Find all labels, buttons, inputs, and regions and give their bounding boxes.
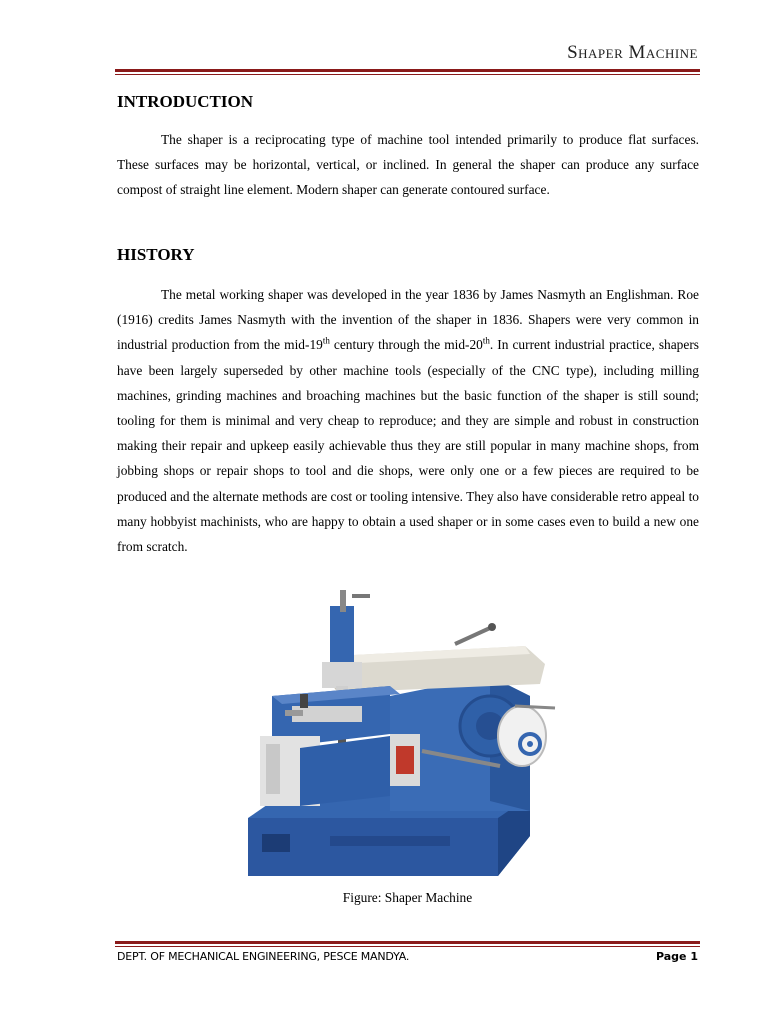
history-text-2: century through the mid-20 <box>329 337 483 353</box>
footer-rule <box>115 941 700 947</box>
footer-page-number: Page 1 <box>655 950 698 963</box>
history-heading: HISTORY <box>117 245 195 264</box>
figure-caption: Figure: Shaper Machine <box>342 890 473 905</box>
intro-paragraph: The shaper is a reciprocating type of machine tool intended primarily to produce flat surfaces. These surfaces may be horizontal, vertical, or inclined. In general the shaper can produce any surface compost of straight line element. Modern shaper can generate contoured surface. <box>117 132 699 198</box>
footer-department: DEPT. OF MECHANICAL ENGINEERING, PESCE MANDYA. <box>117 950 410 963</box>
history-text-3: . In current industrial practice, shapers have been largely superseded by other machine tools (especially of the CNC type), including milling machines, grinding machines and broaching machines but the basic function of the shaper is still sound; tooling for them is minimal and very cheap to reproduce; and they are simple and robust in construction making their repair and upkeep easily achievable thus they are still popular in many machine shops, from jobbing shops or repair shops to tool and die shops, were only one or a few pieces are required to be produced and the alternate methods are cost or tooling intensive. They also have considerable retro appeal to many hobbyist machinists, who are happy to obtain a used shaper or in some cases even to build a new one from scratch. <box>117 337 699 555</box>
superscript-th: th <box>322 335 330 346</box>
intro-heading: INTRODUCTION <box>117 92 254 111</box>
history-text-1: The metal working shaper was developed in the year 1836 by James Nasmyth an Englishman. Roe (1916) credits James Nasmyth with the invention of the shaper in 1836. Shapers were very common in industrial production from the mid-19 <box>117 287 699 353</box>
superscript-th: th <box>482 335 490 346</box>
running-header-title: Shaper Machine <box>567 42 698 63</box>
shaper-machine-illustration <box>240 586 570 884</box>
history-paragraph <box>117 282 699 559</box>
header-rule <box>115 69 700 75</box>
